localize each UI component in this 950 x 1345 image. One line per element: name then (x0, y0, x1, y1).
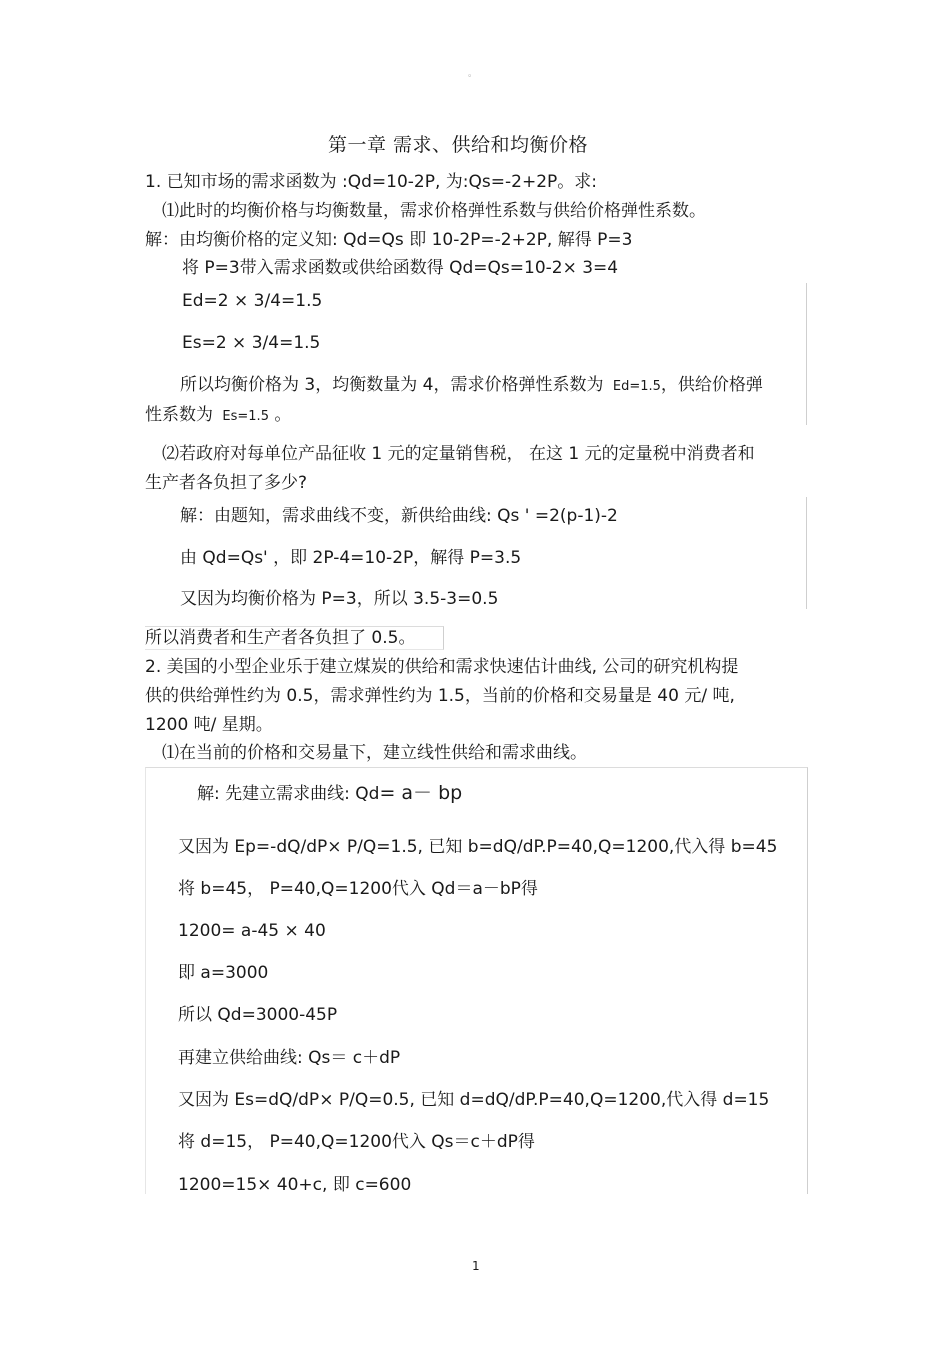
q1-part2-conclusion: 所以消费者和生产者各负担了 0.5。 (145, 628, 416, 648)
q2-solution-line: 所以 Qd=3000-45P (178, 1005, 338, 1025)
q1-conclusion-es: Es=1.5 (222, 409, 269, 424)
q2-stem-line-3: 1200 吨/ 星期。 (145, 715, 273, 735)
q1-stem: 1. 已知市场的需求函数为 :Qd=10-2P, 为:Qs=-2+2P。求: (145, 172, 598, 192)
q1-part2-line-2: 生产者各负担了多少? (145, 473, 308, 493)
q1-es: Es=2 × 3/4=1.5 (182, 333, 321, 353)
q2-solution-heading-text: 解: 先建立需求曲线: Qd (197, 784, 380, 804)
q2-part1: ⑴在当前的价格和交易量下，建立线性供给和需求曲线。 (162, 743, 587, 763)
q2-stem-line-2: 供的供给弹性约为 0.5，需求弹性约为 1.5，当前的价格和交易量是 40 元/ 吨, (145, 686, 735, 706)
q2-solution-heading-formula: = a－ bp (379, 782, 463, 804)
q2-solution-line: 又因为 Ep=-dQ/dP× P/Q=1.5, 已知 b=dQ/dP.P=40,Q=1200,代入得 b=45 (178, 837, 778, 857)
q2-solution-line: 1200= a-45 × 40 (178, 921, 326, 941)
q1-conclusion-tail-2: 。 (274, 405, 292, 425)
q2-solution-line: 将 d=15， P=40,Q=1200代入 Qs＝c＋dP得 (178, 1132, 535, 1152)
q1-solution-line-2: 将 P=3带入需求函数或供给函数得 Qd=Qs=10-2× 3=4 (182, 258, 619, 278)
q1-conclusion-text-2: 性系数为 (145, 405, 213, 425)
q1-part2-solution-1: 解：由题知，需求曲线不变，新供给曲线: Qs ' =2(p-1)-2 (180, 506, 618, 526)
q1-conclusion-line-2 (145, 404, 291, 428)
q1-part1: ⑴此时的均衡价格与均衡数量，需求价格弹性系数与供给价格弹性系数。 (162, 201, 706, 221)
q2-solution-line: 再建立供给曲线: Qs＝ c＋dP (178, 1048, 401, 1068)
q2-solution-line: 将 b=45， P=40,Q=1200代入 Qd＝a－bP得 (178, 879, 538, 899)
q1-ed: Ed=2 × 3/4=1.5 (182, 291, 323, 311)
q2-solution-line: 1200=15× 40+c, 即 c=600 (178, 1175, 412, 1195)
q2-stem-line-1: 2. 美国的小型企业乐于建立煤炭的供给和需求快速估计曲线, 公司的研究机构提 (145, 657, 739, 677)
header-mark: 。 (468, 69, 478, 79)
q1-part2-solution-3: 又因为均衡价格为 P=3，所以 3.5-3=0.5 (180, 589, 499, 609)
page-number: 1 (472, 1259, 480, 1273)
q1-part2-solution-2: 由 Qd=Qs' ，即 2P-4=10-2P，解得 P=3.5 (180, 548, 522, 568)
q1-conclusion-ed: Ed=1.5 (612, 379, 661, 394)
q1-conclusion-tail: ，供给价格弹 (660, 375, 763, 395)
q1-part2-line-1: ⑵若政府对每单位产品征收 1 元的定量销售税， 在这 1 元的定量税中消费者和 (162, 444, 755, 464)
q2-solution-line: 即 a=3000 (178, 963, 269, 983)
q1-conclusion-line-1 (180, 374, 763, 398)
q2-solution-heading (197, 782, 462, 805)
q1-conclusion-text: 所以均衡价格为 3，均衡数量为 4，需求价格弹性系数为 (180, 375, 604, 395)
q1-solution-line-1: 解：由均衡价格的定义知: Qd=Qs 即 10-2P=-2+2P, 解得 P=3 (145, 230, 633, 250)
q2-solution-line: 又因为 Es=dQ/dP× P/Q=0.5, 已知 d=dQ/dP.P=40,Q=1200,代入得 d=15 (178, 1090, 770, 1110)
page-title: 第一章 需求、供给和均衡价格 (328, 134, 589, 156)
